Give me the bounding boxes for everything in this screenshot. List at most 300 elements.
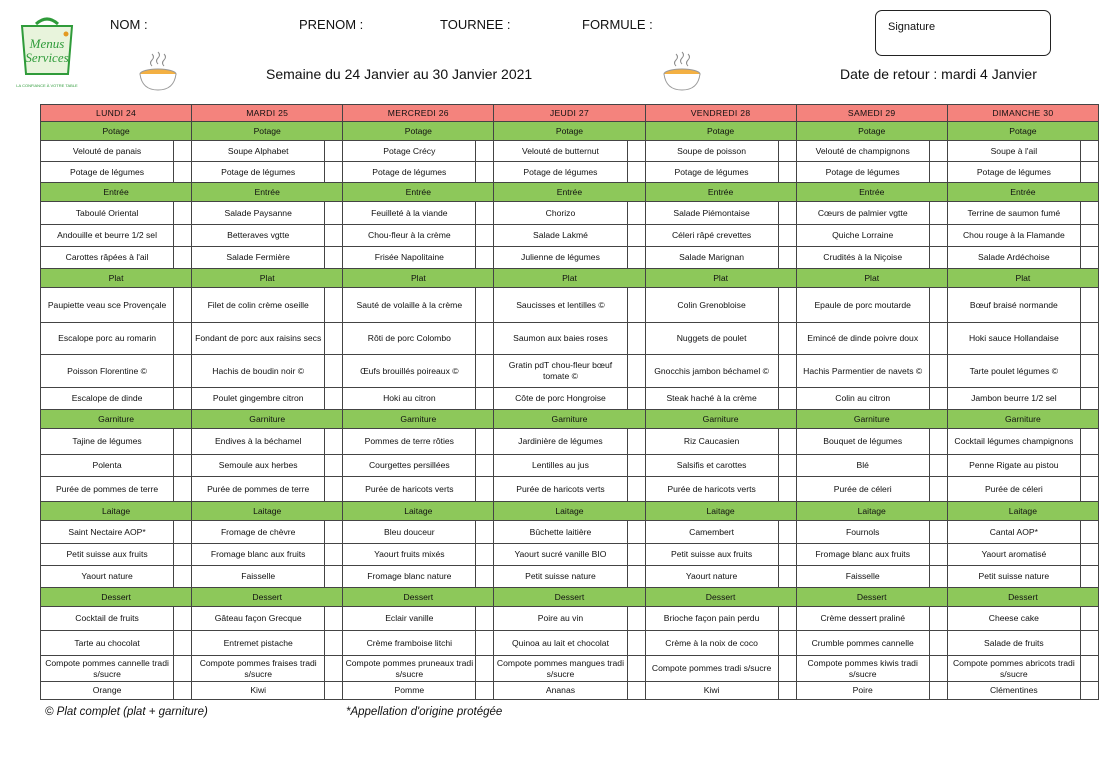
selection-checkbox[interactable] xyxy=(929,682,947,700)
menu-item: Gâteau façon Grecque xyxy=(192,607,325,631)
selection-checkbox[interactable] xyxy=(778,682,796,700)
selection-checkbox[interactable] xyxy=(929,544,947,566)
day-header: MARDI 25 xyxy=(192,105,343,122)
menu-item: Velouté de champignons xyxy=(796,141,929,162)
menu-item: Salade Lakmé xyxy=(494,225,627,247)
selection-checkbox[interactable] xyxy=(174,521,192,544)
menu-item: Polenta xyxy=(41,455,174,477)
menu-item: Petit suisse nature xyxy=(494,566,627,588)
category-label: Garniture xyxy=(796,410,947,429)
menu-row xyxy=(41,388,1099,410)
menu-item: Riz Caucasien xyxy=(645,429,778,455)
menu-item: Yaourt aromatisé xyxy=(947,544,1080,566)
menu-item: Colin Grenobloise xyxy=(645,288,778,323)
selection-checkbox[interactable] xyxy=(627,544,645,566)
category-label: Plat xyxy=(41,269,192,288)
selection-checkbox[interactable] xyxy=(476,202,494,225)
selection-checkbox[interactable] xyxy=(476,455,494,477)
soup-bowl-icon xyxy=(136,50,180,94)
menu-item: Salsifis et carottes xyxy=(645,455,778,477)
menu-item: Yaourt sucré vanille BIO xyxy=(494,544,627,566)
selection-checkbox[interactable] xyxy=(174,288,192,323)
selection-checkbox[interactable] xyxy=(929,607,947,631)
selection-checkbox[interactable] xyxy=(325,521,343,544)
menu-item: Potage de légumes xyxy=(796,162,929,183)
selection-checkbox[interactable] xyxy=(929,566,947,588)
selection-checkbox[interactable] xyxy=(778,323,796,355)
selection-checkbox[interactable] xyxy=(476,429,494,455)
menu-item: Compote pommes mangues tradi s/sucre xyxy=(494,656,627,682)
menu-item: Escalope porc au romarin xyxy=(41,323,174,355)
menu-item: Côte de porc Hongroise xyxy=(494,388,627,410)
menu-row xyxy=(41,477,1099,502)
category-label: Garniture xyxy=(494,410,645,429)
selection-checkbox[interactable] xyxy=(627,656,645,682)
category-label: Dessert xyxy=(343,588,494,607)
menu-item: Carottes râpées à l'ail xyxy=(41,247,174,269)
category-label: Entrée xyxy=(947,183,1098,202)
category-label: Potage xyxy=(41,122,192,141)
menu-item: Purée de haricots verts xyxy=(494,477,627,502)
category-label: Garniture xyxy=(41,410,192,429)
selection-checkbox[interactable] xyxy=(476,656,494,682)
selection-checkbox[interactable] xyxy=(476,477,494,502)
selection-checkbox[interactable] xyxy=(778,429,796,455)
menu-row xyxy=(41,323,1099,355)
menu-item: Œufs brouillés poireaux © xyxy=(343,355,476,388)
menu-item: Poire au vin xyxy=(494,607,627,631)
day-header: SAMEDI 29 xyxy=(796,105,947,122)
selection-checkbox[interactable] xyxy=(476,162,494,183)
menu-row xyxy=(41,566,1099,588)
menu-item: Velouté de panais xyxy=(41,141,174,162)
menu-item: Julienne de légumes xyxy=(494,247,627,269)
menu-row xyxy=(41,202,1099,225)
menu-item: Soupe à l'ail xyxy=(947,141,1080,162)
menu-item: Paupiette veau sce Provençale xyxy=(41,288,174,323)
menu-row xyxy=(41,656,1099,682)
selection-checkbox[interactable] xyxy=(778,225,796,247)
selection-checkbox[interactable] xyxy=(174,162,192,183)
selection-checkbox[interactable] xyxy=(1080,544,1098,566)
selection-checkbox[interactable] xyxy=(778,607,796,631)
selection-checkbox[interactable] xyxy=(1080,288,1098,323)
menu-item: Feuilleté à la viande xyxy=(343,202,476,225)
menu-item: Poisson Florentine © xyxy=(41,355,174,388)
menu-item: Purée de céleri xyxy=(796,477,929,502)
selection-checkbox[interactable] xyxy=(1080,247,1098,269)
menu-item: Potage Crécy xyxy=(343,141,476,162)
selection-checkbox[interactable] xyxy=(1080,429,1098,455)
menu-item: Yaourt nature xyxy=(41,566,174,588)
selection-checkbox[interactable] xyxy=(627,521,645,544)
menu-item: Chou-fleur à la crème xyxy=(343,225,476,247)
selection-checkbox[interactable] xyxy=(1080,682,1098,700)
selection-checkbox[interactable] xyxy=(627,247,645,269)
soup-bowl-icon xyxy=(660,50,704,94)
menu-item: Potage de légumes xyxy=(41,162,174,183)
category-label: Dessert xyxy=(947,588,1098,607)
menu-item: Salade de fruits xyxy=(947,631,1080,656)
selection-checkbox[interactable] xyxy=(627,323,645,355)
selection-checkbox[interactable] xyxy=(627,429,645,455)
menu-item: Yaourt fruits mixés xyxy=(343,544,476,566)
menu-item: Cantal AOP* xyxy=(947,521,1080,544)
selection-checkbox[interactable] xyxy=(778,544,796,566)
selection-checkbox[interactable] xyxy=(174,247,192,269)
signature-label: Signature xyxy=(888,21,936,33)
menu-item: Brioche façon pain perdu xyxy=(645,607,778,631)
category-label: Dessert xyxy=(192,588,343,607)
menu-row xyxy=(41,162,1099,183)
selection-checkbox[interactable] xyxy=(325,429,343,455)
tournee-label: TOURNEE : xyxy=(440,17,511,32)
selection-checkbox[interactable] xyxy=(174,225,192,247)
menu-item: Saint Nectaire AOP* xyxy=(41,521,174,544)
menu-item: Fromage blanc aux fruits xyxy=(192,544,325,566)
selection-checkbox[interactable] xyxy=(476,225,494,247)
selection-checkbox[interactable] xyxy=(778,141,796,162)
selection-checkbox[interactable] xyxy=(929,477,947,502)
selection-checkbox[interactable] xyxy=(929,429,947,455)
selection-checkbox[interactable] xyxy=(325,656,343,682)
day-header: VENDREDI 28 xyxy=(645,105,796,122)
menu-item: Chorizo xyxy=(494,202,627,225)
selection-checkbox[interactable] xyxy=(1080,355,1098,388)
category-label: Plat xyxy=(645,269,796,288)
selection-checkbox[interactable] xyxy=(929,355,947,388)
selection-checkbox[interactable] xyxy=(1080,202,1098,225)
day-header-row xyxy=(41,105,1099,122)
selection-checkbox[interactable] xyxy=(627,566,645,588)
menu-item: Crème à la noix de coco xyxy=(645,631,778,656)
menu-item: Potage de légumes xyxy=(947,162,1080,183)
category-row xyxy=(41,588,1099,607)
menu-row xyxy=(41,355,1099,388)
menu-item: Bœuf braisé normande xyxy=(947,288,1080,323)
formule-label: FORMULE : xyxy=(582,17,653,32)
menu-item: Potage de légumes xyxy=(494,162,627,183)
selection-checkbox[interactable] xyxy=(476,544,494,566)
menu-item: Fondant de porc aux raisins secs xyxy=(192,323,325,355)
selection-checkbox[interactable] xyxy=(325,355,343,388)
menu-table xyxy=(40,104,1099,700)
menu-item: Semoule aux herbes xyxy=(192,455,325,477)
category-label: Entrée xyxy=(41,183,192,202)
selection-checkbox[interactable] xyxy=(476,566,494,588)
selection-checkbox[interactable] xyxy=(174,429,192,455)
selection-checkbox[interactable] xyxy=(476,607,494,631)
selection-checkbox[interactable] xyxy=(174,388,192,410)
menu-item: Frisée Napolitaine xyxy=(343,247,476,269)
menu-item: Fournols xyxy=(796,521,929,544)
selection-checkbox[interactable] xyxy=(174,656,192,682)
selection-checkbox[interactable] xyxy=(174,566,192,588)
selection-checkbox[interactable] xyxy=(476,521,494,544)
menu-item: Escalope de dinde xyxy=(41,388,174,410)
menu-item: Purée de pommes de terre xyxy=(41,477,174,502)
category-label: Potage xyxy=(947,122,1098,141)
selection-checkbox[interactable] xyxy=(476,141,494,162)
selection-checkbox[interactable] xyxy=(325,477,343,502)
selection-checkbox[interactable] xyxy=(778,355,796,388)
category-label: Laitage xyxy=(343,502,494,521)
selection-checkbox[interactable] xyxy=(929,288,947,323)
category-row xyxy=(41,183,1099,202)
menu-item: Ananas xyxy=(494,682,627,700)
selection-checkbox[interactable] xyxy=(929,162,947,183)
selection-checkbox[interactable] xyxy=(174,202,192,225)
menu-item: Emincé de dinde poivre doux xyxy=(796,323,929,355)
category-label: Entrée xyxy=(796,183,947,202)
selection-checkbox[interactable] xyxy=(476,355,494,388)
selection-checkbox[interactable] xyxy=(778,162,796,183)
selection-checkbox[interactable] xyxy=(929,388,947,410)
category-label: Laitage xyxy=(645,502,796,521)
selection-checkbox[interactable] xyxy=(325,288,343,323)
category-label: Plat xyxy=(192,269,343,288)
selection-checkbox[interactable] xyxy=(627,388,645,410)
category-label: Potage xyxy=(494,122,645,141)
category-row xyxy=(41,410,1099,429)
selection-checkbox[interactable] xyxy=(929,455,947,477)
day-header: JEUDI 27 xyxy=(494,105,645,122)
menu-item: Cheese cake xyxy=(947,607,1080,631)
selection-checkbox[interactable] xyxy=(627,355,645,388)
menu-item: Blé xyxy=(796,455,929,477)
category-label: Entrée xyxy=(494,183,645,202)
category-label: Potage xyxy=(343,122,494,141)
selection-checkbox[interactable] xyxy=(174,355,192,388)
menu-item: Andouille et beurre 1/2 sel xyxy=(41,225,174,247)
selection-checkbox[interactable] xyxy=(325,607,343,631)
category-label: Plat xyxy=(343,269,494,288)
selection-checkbox[interactable] xyxy=(778,631,796,656)
category-label: Plat xyxy=(796,269,947,288)
selection-checkbox[interactable] xyxy=(627,682,645,700)
selection-checkbox[interactable] xyxy=(778,288,796,323)
selection-checkbox[interactable] xyxy=(1080,607,1098,631)
selection-checkbox[interactable] xyxy=(476,288,494,323)
selection-checkbox[interactable] xyxy=(174,682,192,700)
selection-checkbox[interactable] xyxy=(325,455,343,477)
selection-checkbox[interactable] xyxy=(929,521,947,544)
menu-item: Petit suisse aux fruits xyxy=(645,544,778,566)
selection-checkbox[interactable] xyxy=(1080,162,1098,183)
selection-checkbox[interactable] xyxy=(325,141,343,162)
selection-checkbox[interactable] xyxy=(325,247,343,269)
selection-checkbox[interactable] xyxy=(1080,225,1098,247)
menu-item: Fromage de chèvre xyxy=(192,521,325,544)
menu-item: Salade Paysanne xyxy=(192,202,325,225)
menu-item: Courgettes persillées xyxy=(343,455,476,477)
menu-item: Kiwi xyxy=(645,682,778,700)
category-label: Entrée xyxy=(343,183,494,202)
menu-item: Filet de colin crème oseille xyxy=(192,288,325,323)
menu-row xyxy=(41,682,1099,700)
selection-checkbox[interactable] xyxy=(929,141,947,162)
selection-checkbox[interactable] xyxy=(174,544,192,566)
menu-item: Terrine de saumon fumé xyxy=(947,202,1080,225)
selection-checkbox[interactable] xyxy=(476,631,494,656)
week-title: Semaine du 24 Janvier au 30 Janvier 2021 xyxy=(266,66,533,82)
selection-checkbox[interactable] xyxy=(476,682,494,700)
menu-item: Eclair vanille xyxy=(343,607,476,631)
signature-box[interactable] xyxy=(875,10,1051,56)
selection-checkbox[interactable] xyxy=(325,162,343,183)
selection-checkbox[interactable] xyxy=(1080,656,1098,682)
selection-checkbox[interactable] xyxy=(929,225,947,247)
menu-item: Orange xyxy=(41,682,174,700)
footnote-aop: *Appellation d'origine protégée xyxy=(346,706,503,718)
selection-checkbox[interactable] xyxy=(627,162,645,183)
selection-checkbox[interactable] xyxy=(778,247,796,269)
selection-checkbox[interactable] xyxy=(627,288,645,323)
menu-item: Purée de haricots verts xyxy=(645,477,778,502)
menu-item: Compote pommes tradi s/sucre xyxy=(645,656,778,682)
menu-item: Compote pommes kiwis tradi s/sucre xyxy=(796,656,929,682)
menu-item: Crème dessert praliné xyxy=(796,607,929,631)
selection-checkbox[interactable] xyxy=(325,323,343,355)
selection-checkbox[interactable] xyxy=(778,202,796,225)
menu-item: Betteraves vgtte xyxy=(192,225,325,247)
selection-checkbox[interactable] xyxy=(1080,141,1098,162)
selection-checkbox[interactable] xyxy=(778,566,796,588)
menu-item: Pomme xyxy=(343,682,476,700)
nom-label: NOM : xyxy=(110,17,148,32)
selection-checkbox[interactable] xyxy=(325,202,343,225)
selection-checkbox[interactable] xyxy=(778,521,796,544)
menu-item: Hachis Parmentier de navets © xyxy=(796,355,929,388)
selection-checkbox[interactable] xyxy=(1080,521,1098,544)
selection-checkbox[interactable] xyxy=(174,141,192,162)
category-label: Laitage xyxy=(947,502,1098,521)
menu-item: Bleu douceur xyxy=(343,521,476,544)
menu-row xyxy=(41,607,1099,631)
menu-item: Bouquet de légumes xyxy=(796,429,929,455)
selection-checkbox[interactable] xyxy=(325,544,343,566)
menu-item: Jardinière de légumes xyxy=(494,429,627,455)
menu-row xyxy=(41,247,1099,269)
menu-item: Faisselle xyxy=(192,566,325,588)
menu-item: Bûchette laitière xyxy=(494,521,627,544)
category-label: Garniture xyxy=(947,410,1098,429)
menu-item: Potage de légumes xyxy=(192,162,325,183)
selection-checkbox[interactable] xyxy=(627,225,645,247)
category-label: Laitage xyxy=(796,502,947,521)
category-label: Entrée xyxy=(645,183,796,202)
selection-checkbox[interactable] xyxy=(1080,323,1098,355)
selection-checkbox[interactable] xyxy=(325,682,343,700)
menu-item: Compote pommes fraises tradi s/sucre xyxy=(192,656,325,682)
menu-item: Pommes de terre rôties xyxy=(343,429,476,455)
selection-checkbox[interactable] xyxy=(929,247,947,269)
menu-item: Jambon beurre 1/2 sel xyxy=(947,388,1080,410)
menu-item: Quiche Lorraine xyxy=(796,225,929,247)
category-label: Plat xyxy=(947,269,1098,288)
selection-checkbox[interactable] xyxy=(929,631,947,656)
menu-item: Crudités à la Niçoise xyxy=(796,247,929,269)
selection-checkbox[interactable] xyxy=(1080,455,1098,477)
selection-checkbox[interactable] xyxy=(778,656,796,682)
logo-tagline: LA CONFIANCE À VOTRE TABLE xyxy=(16,83,78,88)
selection-checkbox[interactable] xyxy=(174,631,192,656)
menu-item: Cœurs de palmier vgtte xyxy=(796,202,929,225)
category-label: Laitage xyxy=(41,502,192,521)
menu-item: Purée de pommes de terre xyxy=(192,477,325,502)
selection-checkbox[interactable] xyxy=(174,607,192,631)
selection-checkbox[interactable] xyxy=(1080,477,1098,502)
selection-checkbox[interactable] xyxy=(174,323,192,355)
menu-item: Gratin pdT chou-fleur bœuf tomate © xyxy=(494,355,627,388)
category-label: Garniture xyxy=(343,410,494,429)
category-label: Potage xyxy=(192,122,343,141)
category-label: Entrée xyxy=(192,183,343,202)
menu-item: Salade Piémontaise xyxy=(645,202,778,225)
selection-checkbox[interactable] xyxy=(174,477,192,502)
menu-item: Lentilles au jus xyxy=(494,455,627,477)
selection-checkbox[interactable] xyxy=(476,247,494,269)
selection-checkbox[interactable] xyxy=(627,455,645,477)
menu-item: Cocktail de fruits xyxy=(41,607,174,631)
selection-checkbox[interactable] xyxy=(778,388,796,410)
selection-checkbox[interactable] xyxy=(627,607,645,631)
menu-item: Endives à la béchamel xyxy=(192,429,325,455)
selection-checkbox[interactable] xyxy=(778,477,796,502)
menu-item: Nuggets de poulet xyxy=(645,323,778,355)
selection-checkbox[interactable] xyxy=(1080,388,1098,410)
selection-checkbox[interactable] xyxy=(1080,566,1098,588)
selection-checkbox[interactable] xyxy=(174,455,192,477)
selection-checkbox[interactable] xyxy=(476,323,494,355)
menu-item: Petit suisse nature xyxy=(947,566,1080,588)
menu-item: Clémentines xyxy=(947,682,1080,700)
category-row xyxy=(41,269,1099,288)
menu-item: Steak haché à la crème xyxy=(645,388,778,410)
menu-item: Salade Marignan xyxy=(645,247,778,269)
menu-row xyxy=(41,141,1099,162)
selection-checkbox[interactable] xyxy=(627,202,645,225)
menu-item: Rôti de porc Colombo xyxy=(343,323,476,355)
selection-checkbox[interactable] xyxy=(627,141,645,162)
logo-line1: Menus xyxy=(29,36,65,51)
selection-checkbox[interactable] xyxy=(325,388,343,410)
menu-item: Colin au citron xyxy=(796,388,929,410)
selection-checkbox[interactable] xyxy=(929,656,947,682)
category-label: Potage xyxy=(645,122,796,141)
return-date: Date de retour : mardi 4 Janvier xyxy=(840,66,1037,82)
selection-checkbox[interactable] xyxy=(929,323,947,355)
footnote-plat-complet: © Plat complet (plat + garniture) xyxy=(45,706,208,718)
menu-item: Tajine de légumes xyxy=(41,429,174,455)
menu-item: Camembert xyxy=(645,521,778,544)
menu-item: Gnocchis jambon béchamel © xyxy=(645,355,778,388)
selection-checkbox[interactable] xyxy=(325,631,343,656)
menu-item: Salade Fermière xyxy=(192,247,325,269)
selection-checkbox[interactable] xyxy=(1080,631,1098,656)
selection-checkbox[interactable] xyxy=(627,631,645,656)
logo-line2: Services xyxy=(25,50,69,65)
selection-checkbox[interactable] xyxy=(627,477,645,502)
selection-checkbox[interactable] xyxy=(778,455,796,477)
menu-item: Soupe de poisson xyxy=(645,141,778,162)
selection-checkbox[interactable] xyxy=(476,388,494,410)
selection-checkbox[interactable] xyxy=(325,566,343,588)
selection-checkbox[interactable] xyxy=(929,202,947,225)
selection-checkbox[interactable] xyxy=(325,225,343,247)
menu-item: Potage de légumes xyxy=(343,162,476,183)
menu-item: Poulet gingembre citron xyxy=(192,388,325,410)
